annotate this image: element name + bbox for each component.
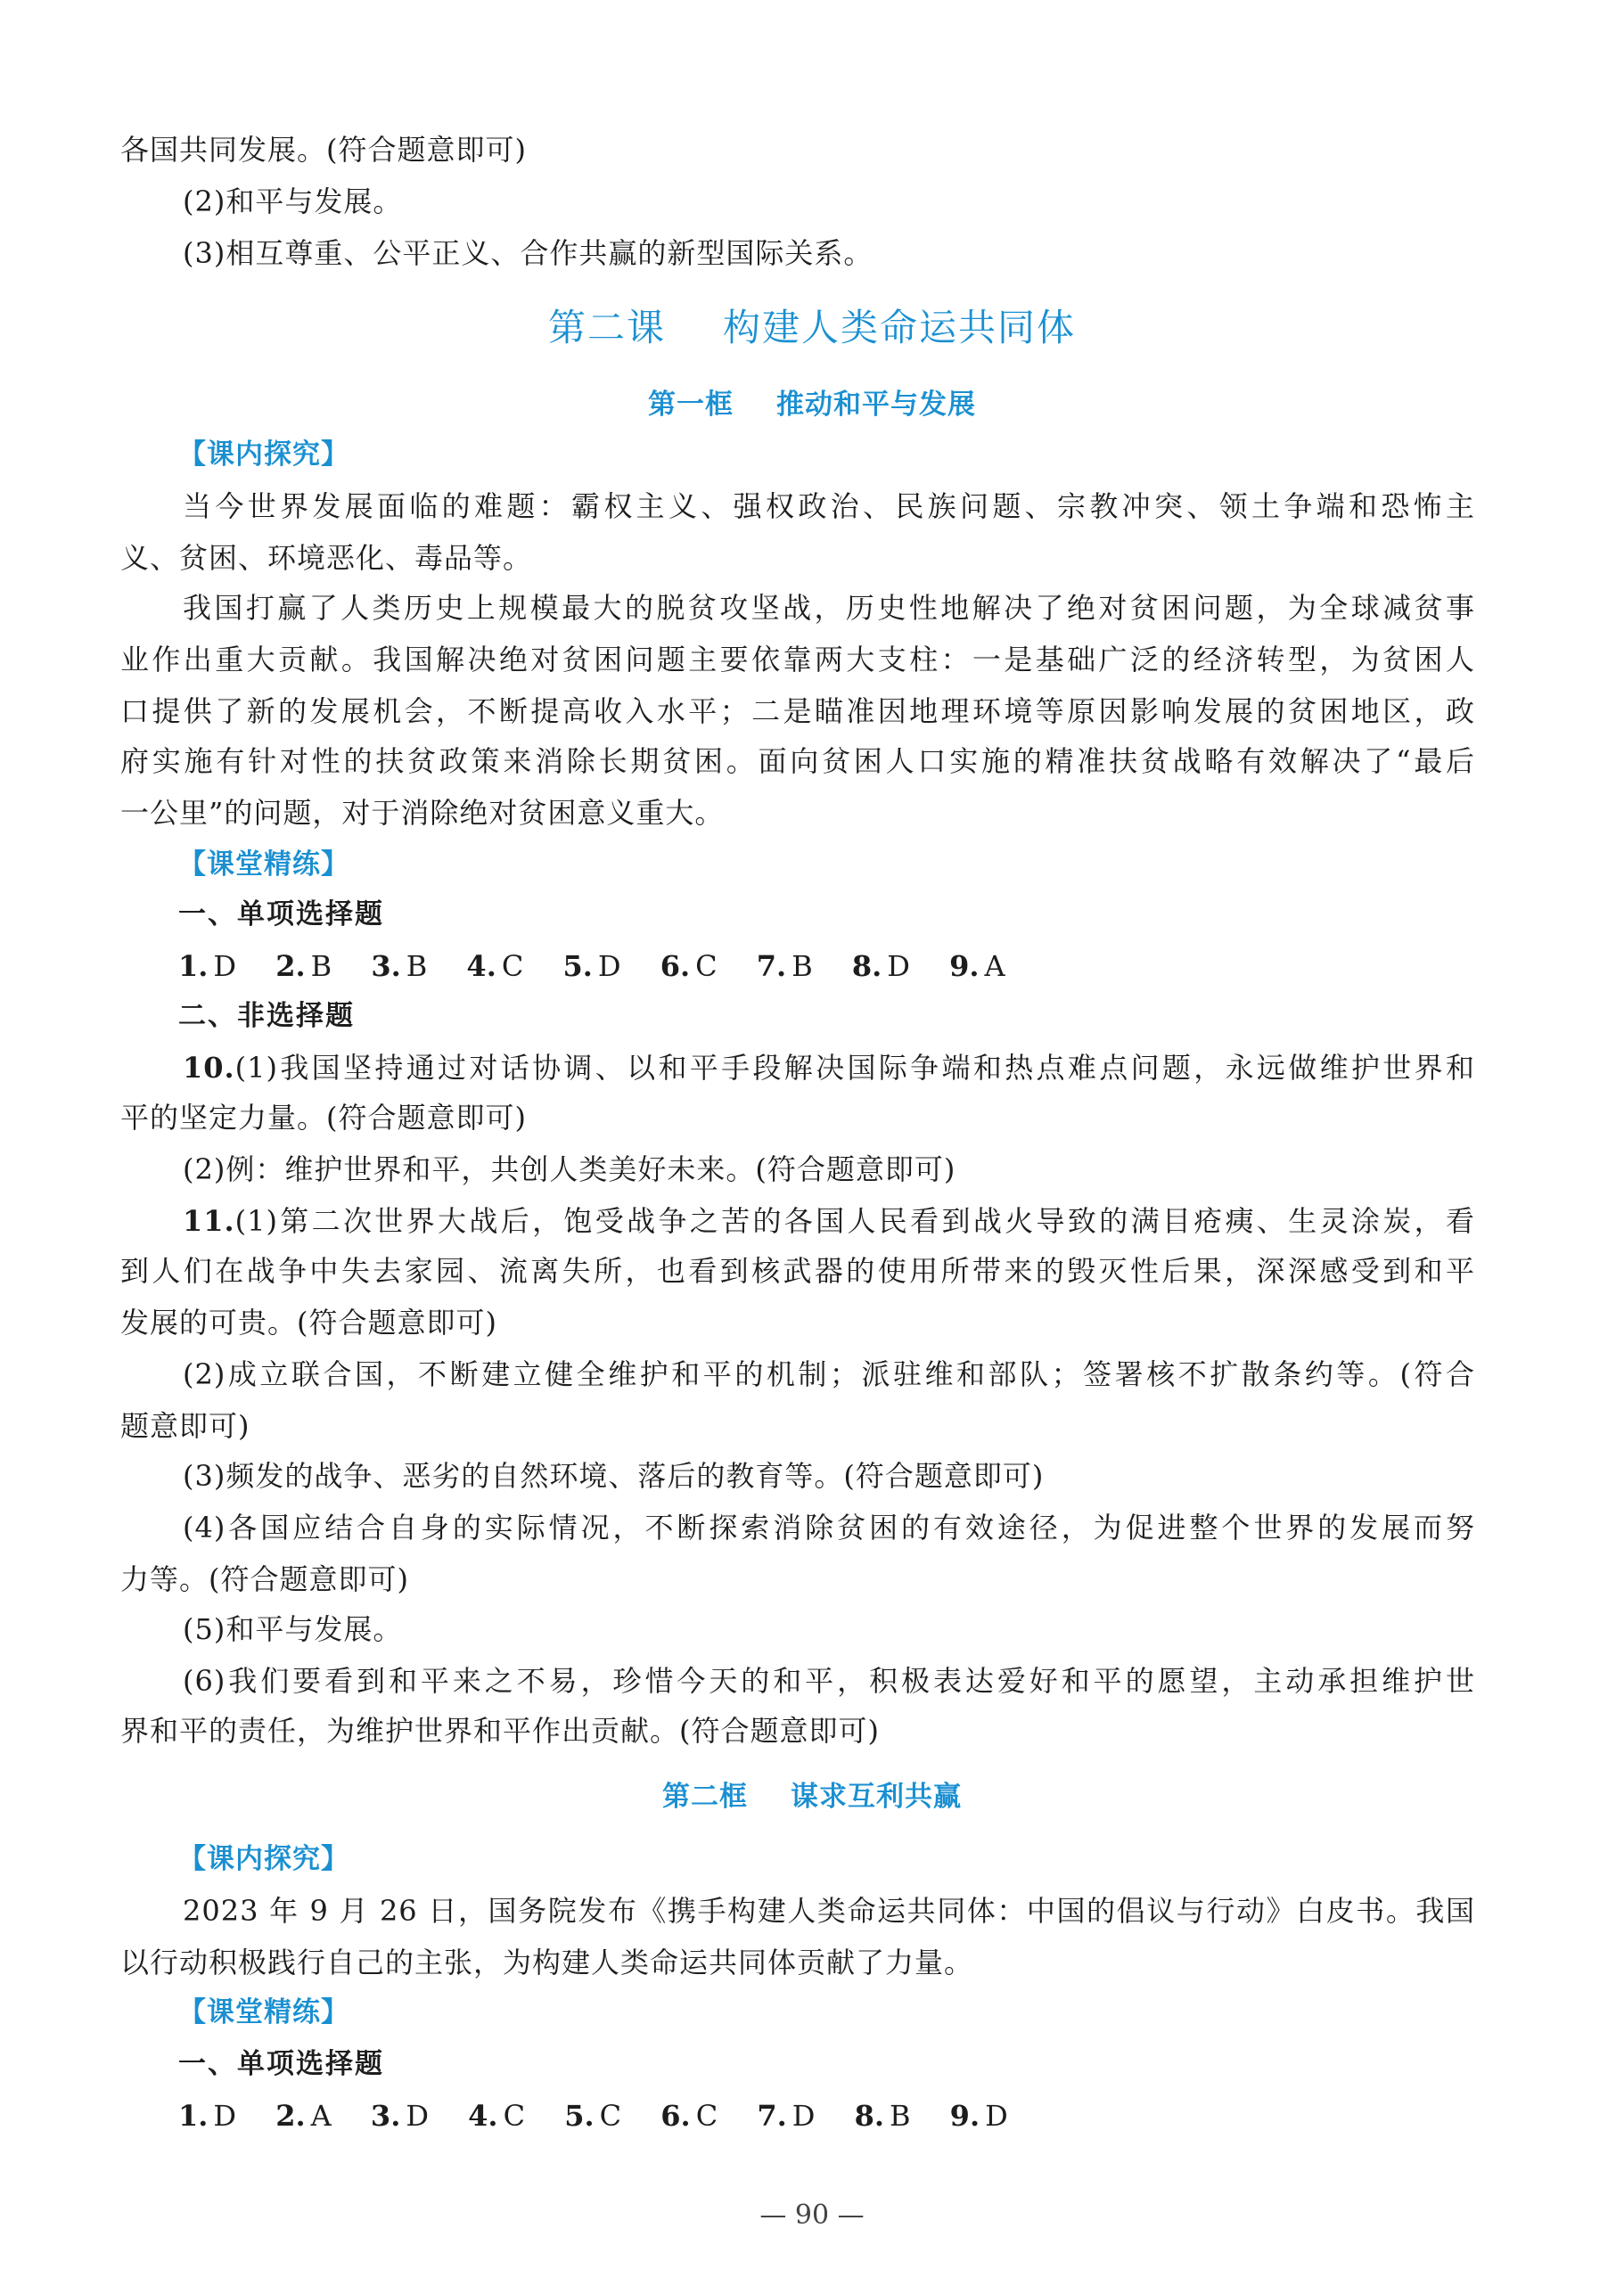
continuation-line: (3)相互尊重、公平正义、合作共赢的新型国际关系。 bbox=[183, 236, 874, 270]
question-11-line: 界和平的责任，为维护世界和平作出贡献。(符合题意即可) bbox=[120, 1714, 880, 1748]
answer-item: 3. D bbox=[370, 2099, 429, 2133]
question-11-line: (3)频发的战争、恶劣的自然环境、落后的教育等。(符合题意即可) bbox=[183, 1459, 1045, 1493]
answer-item: 9. D bbox=[949, 2099, 1008, 2133]
answer-item: 1. D bbox=[178, 949, 237, 983]
section-frame: 第二框 bbox=[662, 1781, 748, 1813]
paragraph-line: 我国打赢了人类历史上规模最大的脱贫攻坚战，历史性地解决了绝对贫困问题，为全球减贫事 bbox=[183, 591, 1475, 625]
question-10-line: 10.(1)我国坚持通过对话协调、以和平手段解决国际争端和热点难点问题，永远做维护世界和 bbox=[183, 1051, 1475, 1085]
paragraph-line: 以行动积极践行自己的主张，为构建人类命运共同体贡献了力量。 bbox=[120, 1946, 974, 1979]
question-11-line: 到人们在战争中失去家园、流离失所，也看到核武器的使用所带来的毁灭性后果，深深感受到和平 bbox=[120, 1254, 1475, 1288]
single-choice-heading: 一、单项选择题 bbox=[178, 898, 384, 930]
section-title: 谋求互利共赢 bbox=[791, 1781, 962, 1813]
answer-item: 6. C bbox=[660, 949, 718, 983]
practice-tag: 【课堂精练】 bbox=[178, 848, 349, 881]
paragraph-line: 业作出重大贡献。我国解决绝对贫困问题主要依靠两大支柱：一是基础广泛的经济转型，为贫困人 bbox=[120, 643, 1475, 676]
section-heading bbox=[0, 387, 1624, 422]
section-frame: 第一框 bbox=[648, 389, 734, 421]
question-11-line: 发展的可贵。(符合题意即可) bbox=[120, 1306, 497, 1340]
question-11-line: (4)各国应结合自身的实际情况，不断探索消除贫困的有效途径，为促进整个世界的发展而努 bbox=[183, 1511, 1475, 1545]
chapter-heading bbox=[0, 303, 1624, 353]
answer-item: 6. C bbox=[660, 2099, 718, 2133]
continuation-line: 各国共同发展。(符合题意即可) bbox=[120, 133, 527, 167]
paragraph-line: 当今世界发展面临的难题：霸权主义、强权政治、民族问题、宗教冲突、领土争端和恐怖主 bbox=[183, 489, 1475, 523]
answer-item: 9. A bbox=[949, 949, 1005, 983]
question-11-line: (2)成立联合国，不断建立健全维护和平的机制；派驻维和部队；签署核不扩散条约等。(符合 bbox=[183, 1357, 1475, 1391]
answer-item: 3. B bbox=[371, 949, 428, 983]
chapter-title: 构建人类命运共同体 bbox=[723, 306, 1077, 349]
page-number: — 90 — bbox=[759, 2200, 865, 2231]
explore-tag: 【课内探究】 bbox=[178, 438, 349, 471]
paragraph-line: 一公里”的问题，对于消除绝对贫困意义重大。 bbox=[120, 796, 725, 830]
question-11-line: 题意即可) bbox=[120, 1409, 250, 1443]
question-11-line: 力等。(符合题意即可) bbox=[120, 1562, 409, 1596]
question-10-line: (2)例：维护世界和平，共创人类美好未来。(符合题意即可) bbox=[183, 1152, 956, 1186]
section-heading bbox=[0, 1779, 1624, 1815]
answer-item: 5. D bbox=[562, 949, 621, 983]
chapter-lesson: 第二课 bbox=[547, 306, 666, 349]
answer-item: 4. C bbox=[468, 2099, 526, 2133]
non-choice-heading: 二、非选择题 bbox=[178, 1000, 355, 1032]
answer-row bbox=[178, 2098, 1038, 2134]
paragraph-line: 府实施有针对性的扶贫政策来消除长期贫困。面向贫困人口实施的精准扶贫战略有效解决了“最后 bbox=[120, 744, 1475, 778]
question-number: 11. bbox=[183, 1204, 235, 1238]
practice-tag: 【课堂精练】 bbox=[178, 1996, 349, 2028]
section-title: 推动和平与发展 bbox=[776, 389, 976, 421]
question-11-line: (6)我们要看到和平来之不易，珍惜今天的和平，积极表达爱好和平的愿望，主动承担维护世 bbox=[183, 1664, 1475, 1698]
single-choice-heading: 一、单项选择题 bbox=[178, 2048, 384, 2080]
answer-item: 7. B bbox=[756, 949, 813, 983]
question-10-line: 平的坚定力量。(符合题意即可) bbox=[120, 1101, 527, 1135]
answer-row bbox=[178, 948, 1036, 984]
answer-item: 2. B bbox=[275, 949, 332, 983]
question-11-line: (5)和平与发展。 bbox=[183, 1612, 403, 1646]
answer-item: 5. C bbox=[564, 2099, 622, 2133]
question-11-line: 11.(1)第二次世界大战后，饱受战争之苦的各国人民看到战火导致的满目疮痍、生灵涂炭，看 bbox=[183, 1204, 1475, 1238]
answer-item: 8. B bbox=[854, 2099, 911, 2133]
continuation-line: (2)和平与发展。 bbox=[183, 184, 403, 218]
explore-tag: 【课内探究】 bbox=[178, 1843, 349, 1875]
paragraph-line: 2023 年 9 月 26 日，国务院发布《携手构建人类命运共同体：中国的倡议与行动》白皮书。我国 bbox=[183, 1894, 1475, 1928]
answer-item: 8. D bbox=[851, 949, 910, 983]
answer-item: 2. A bbox=[275, 2099, 332, 2133]
answer-item: 1. D bbox=[178, 2099, 237, 2133]
paragraph-line: 义、贫困、环境恶化、毒品等。 bbox=[120, 541, 533, 575]
question-number: 10. bbox=[183, 1051, 235, 1085]
answer-item: 4. C bbox=[466, 949, 524, 983]
answer-item: 7. D bbox=[757, 2099, 816, 2133]
paragraph-line: 口提供了新的发展机会，不断提高收入水平；二是瞄准因地理环境等原因影响发展的贫困地区，政 bbox=[120, 694, 1475, 728]
